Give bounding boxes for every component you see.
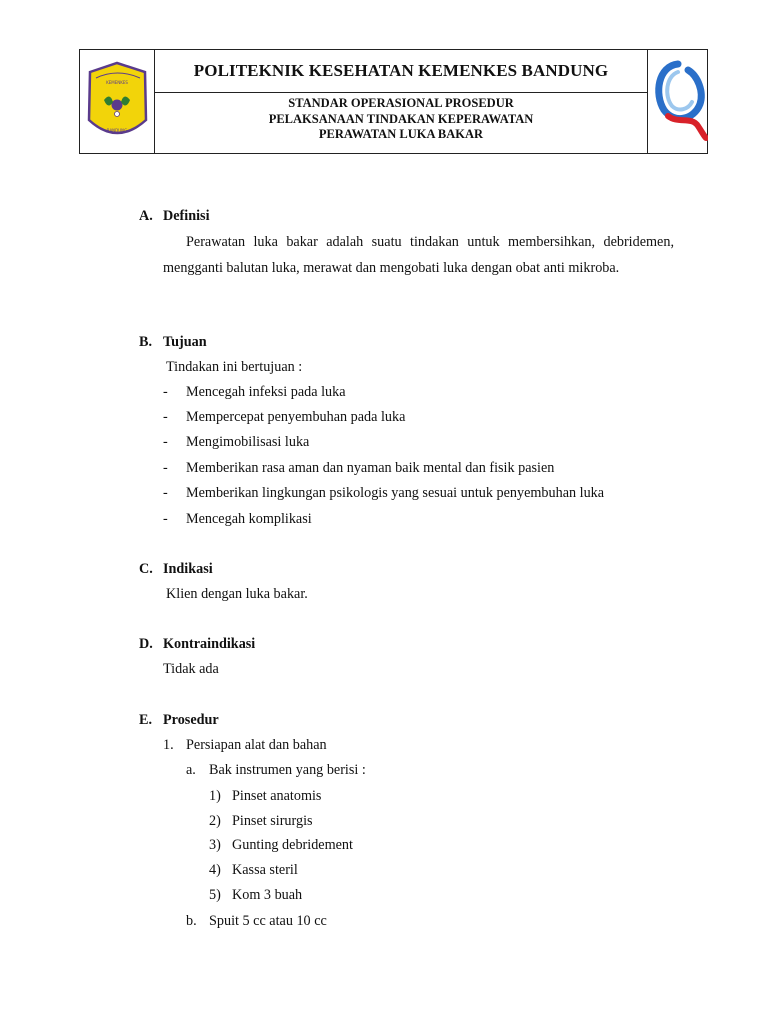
section-d-title: Kontraindikasi — [163, 636, 256, 652]
bullet-dash: - — [163, 434, 168, 450]
bullet-dash: - — [163, 511, 168, 527]
list-item: Memberikan lingkungan psikologis yang sesuai untuk penyembuhan luka — [186, 485, 605, 501]
right-logo-cell — [647, 50, 707, 153]
section-e-letter: E. — [139, 712, 153, 728]
step-text: Persiapan alat dan bahan — [186, 737, 327, 753]
item-text: Gunting debridement — [232, 837, 353, 853]
sop-title-block — [155, 93, 647, 143]
section-d-body: Tidak ada — [163, 661, 219, 677]
bullet-dash: - — [163, 460, 168, 476]
section-b-intro: Tindakan ini bertujuan : — [166, 359, 303, 375]
item-text: Kom 3 buah — [232, 887, 303, 903]
substep-text: Spuit 5 cc atau 10 cc — [209, 913, 327, 929]
section-c-letter: C. — [139, 561, 153, 577]
bullet-dash: - — [163, 485, 168, 501]
swirl-q-logo-icon — [648, 50, 708, 153]
svg-text:BANDUNG: BANDUNG — [106, 128, 128, 133]
section-d-letter: D. — [139, 636, 153, 652]
svg-text:KEMENKES: KEMENKES — [106, 80, 128, 85]
item-number: 1) — [209, 788, 221, 804]
section-a-letter: A. — [139, 208, 153, 224]
section-a-title: Definisi — [163, 208, 210, 224]
section-e-title: Prosedur — [163, 712, 219, 728]
sop-title-line-2: PELAKSANAAN TINDAKAN KEPERAWATAN — [268, 111, 534, 126]
item-text: Kassa steril — [232, 862, 298, 878]
list-item: Memberikan rasa aman dan nyaman baik mental dan fisik pasien — [186, 460, 555, 476]
substep-letter: b. — [186, 913, 197, 929]
item-number: 5) — [209, 887, 221, 903]
substep-text: Bak instrumen yang berisi : — [209, 762, 366, 778]
section-c-title: Indikasi — [163, 561, 213, 577]
bullet-dash: - — [163, 409, 168, 425]
step-number: 1. — [163, 737, 174, 753]
section-b-title: Tujuan — [163, 334, 207, 350]
item-number: 4) — [209, 862, 221, 878]
item-number: 2) — [209, 813, 221, 829]
poltekkes-bandung-shield-logo-icon — [80, 50, 155, 153]
section-c-body: Klien dengan luka bakar. — [166, 586, 308, 602]
section-a-body: Perawatan luka bakar adalah suatu tindakan untuk membersihkan, debridemen, mengganti balutan luka, merawat dan mengobati luka dengan obat anti mikroba. — [163, 234, 674, 276]
sop-header — [79, 49, 708, 154]
item-text: Pinset sirurgis — [232, 813, 313, 829]
left-logo-cell — [80, 50, 155, 153]
header-title-cell — [155, 50, 647, 153]
item-text: Pinset anatomis — [232, 788, 322, 804]
section-b-letter: B. — [139, 334, 153, 350]
item-number: 3) — [209, 837, 221, 853]
list-item: Mempercepat penyembuhan pada luka — [186, 409, 406, 425]
list-item: Mencegah infeksi pada luka — [186, 384, 346, 400]
list-item: Mencegah komplikasi — [186, 511, 312, 527]
sop-title-line-1: STANDAR OPERASIONAL PROSEDUR — [288, 96, 514, 110]
substep-letter: a. — [186, 762, 196, 778]
sop-title-line-3: PERAWATAN LUKA BAKAR — [318, 127, 484, 141]
institution-name: POLITEKNIK KESEHATAN KEMENKES BANDUNG — [155, 50, 647, 93]
list-item: Mengimobilisasi luka — [186, 434, 310, 450]
bullet-dash: - — [163, 384, 168, 400]
